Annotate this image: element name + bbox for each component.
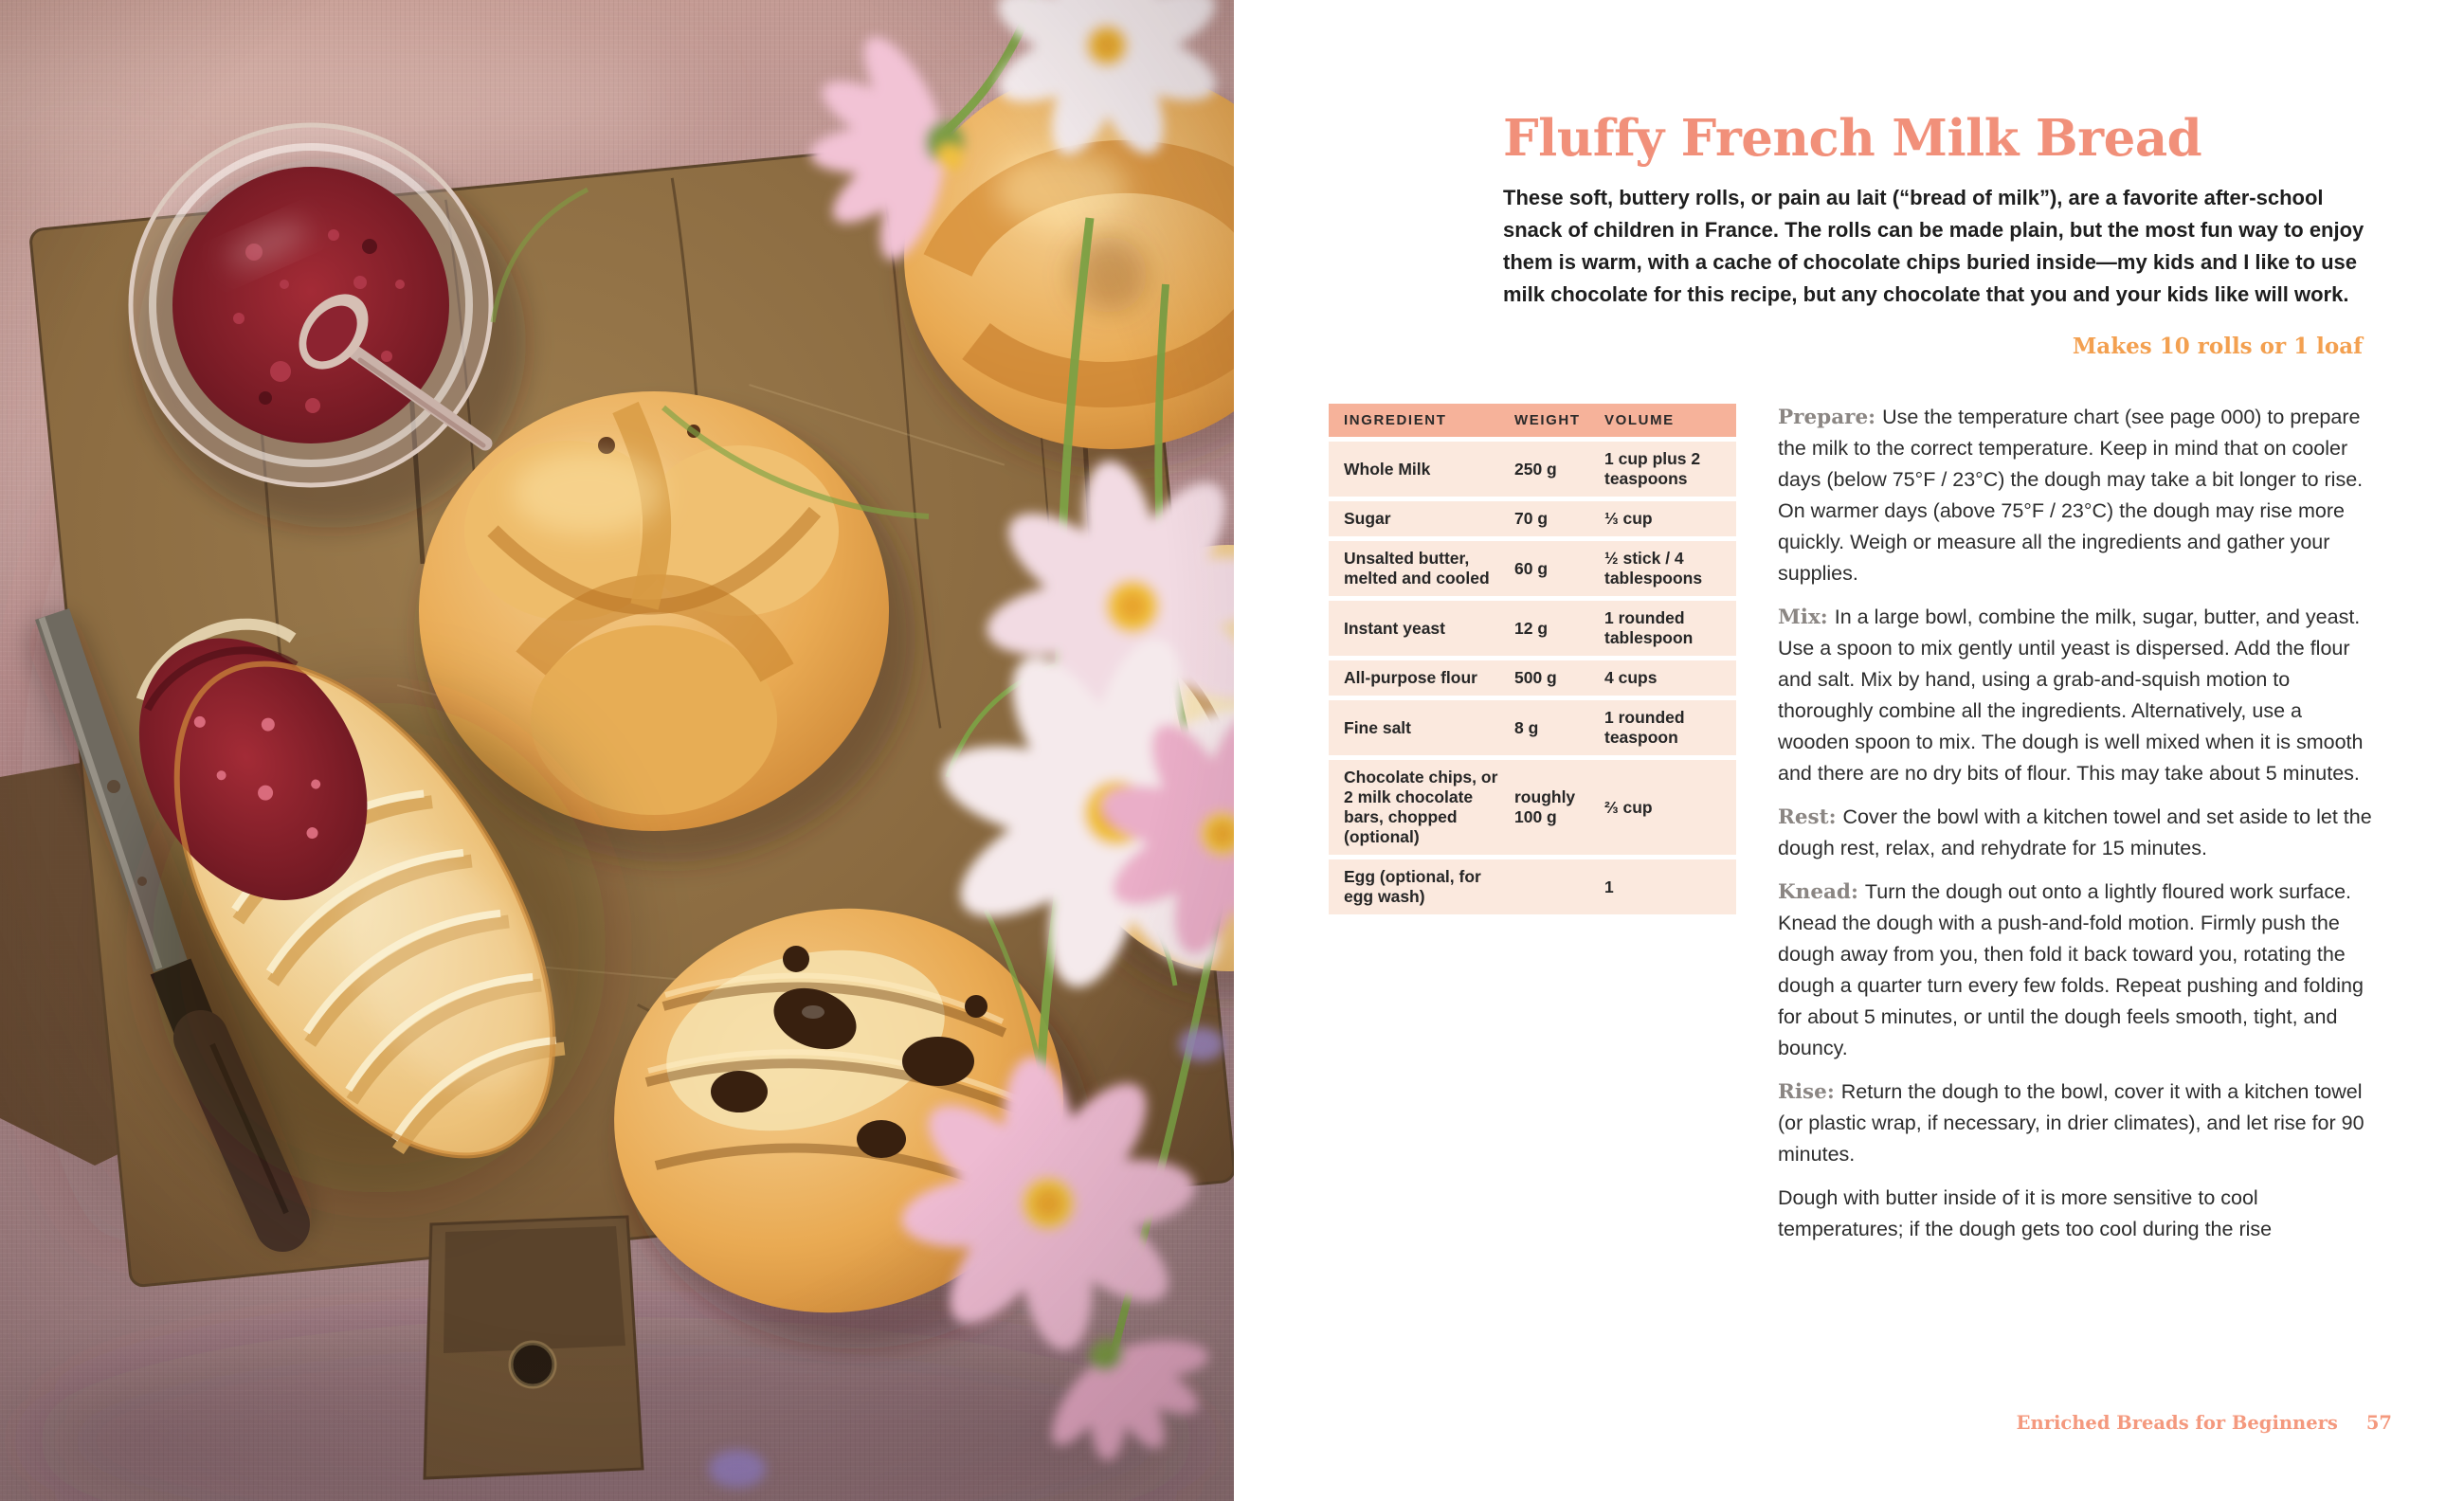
step-label: Prepare: [1778, 406, 1876, 429]
table-row [1329, 660, 1736, 696]
step-label: Knead: [1778, 880, 1858, 904]
step-paragraph [1778, 802, 2373, 864]
cell-volume: 1 [1604, 877, 1614, 896]
cell-volume: 1 cup plus 2 teaspoons [1604, 449, 1701, 488]
step-paragraph [1778, 402, 2373, 589]
cell-ingredient: Sugar [1344, 509, 1391, 528]
cell-weight: 70 g [1514, 509, 1549, 528]
step-label: Rise: [1778, 1080, 1835, 1104]
cell-volume: ½ stick / 4 tablespoons [1604, 549, 1703, 588]
step-text: Return the dough to the bowl, cover it with a kitchen towel (or plastic wrap, if necessary, in drier climates), and let rise for 90 minutes. [1778, 1080, 2364, 1166]
method-steps [1778, 402, 2373, 1257]
step-text: Dough with butter inside of it is more sensitive to cool temperatures; if the dough gets too cool during the rise [1778, 1186, 2273, 1240]
header-ingredient: INGREDIENT [1344, 412, 1447, 428]
table-row [1329, 859, 1736, 914]
running-footer [1895, 1412, 2392, 1434]
table-row [1329, 442, 1736, 497]
cell-weight: 8 g [1514, 717, 1539, 737]
cell-weight: 60 g [1514, 558, 1549, 578]
cell-ingredient: Instant yeast [1344, 618, 1445, 638]
step-text: Use the temperature chart (see page 000) to prepare the milk to the correct temperature. Keep in mind that on cooler days (below 75°F / 23°C) the dough may take a bit longer to rise. On warmer days (above 75°F / 23°C) the dough may rise more quickly. Weigh or measure all the ingredients and gather your supplies. [1778, 406, 2364, 585]
cell-ingredient: Unsalted butter, melted and cooled [1344, 549, 1490, 588]
ingredient-table-header [1329, 404, 1736, 437]
cell-weight: roughly 100 g [1514, 787, 1576, 826]
step-label: Rest: [1778, 805, 1837, 829]
cell-volume: 1 rounded teaspoon [1604, 708, 1685, 747]
recipe-headnote: These soft, buttery rolls, or pain au lait (“bread of milk”), are a favorite after-school snack of children in France. The rolls can be made plain, but the most fun way to enjoy them is warm, with a cache of chocolate chips buried inside—my kids and I like to use milk chocolate for this recipe, but any chocolate that you and your kids like will work. [1503, 186, 2364, 306]
cell-weight: 12 g [1514, 618, 1549, 638]
cell-weight: 500 g [1514, 668, 1557, 687]
table-row [1329, 700, 1736, 755]
cell-weight: 250 g [1514, 459, 1557, 479]
footer-section-title: Enriched Breads for Beginners [2016, 1412, 2338, 1434]
step-text: Cover the bowl with a kitchen towel and set aside to let the dough rest, relax, and rehydrate for 15 minutes. [1778, 805, 2372, 859]
step-paragraph [1778, 602, 2373, 789]
cell-ingredient: Egg (optional, for egg wash) [1344, 867, 1481, 906]
step-label: Mix: [1778, 606, 1828, 629]
cell-ingredient: Chocolate chips, or 2 milk chocolate bars, chopped (optional) [1344, 768, 1498, 846]
cell-ingredient: Fine salt [1344, 717, 1411, 737]
step-paragraph [1778, 877, 2373, 1064]
ingredient-table [1329, 404, 1736, 914]
cell-ingredient: Whole Milk [1344, 459, 1431, 479]
cell-volume: ⅔ cup [1604, 797, 1653, 817]
cell-volume: 4 cups [1604, 668, 1658, 687]
cell-volume: 1 rounded tablespoon [1604, 608, 1694, 647]
cell-volume: ⅓ cup [1604, 509, 1653, 528]
table-row [1329, 541, 1736, 596]
header-volume: VOLUME [1604, 412, 1675, 428]
table-row [1329, 760, 1736, 855]
step-text: In a large bowl, combine the milk, sugar, butter, and yeast. Use a spoon to mix gently until yeast is dispersed. Add the flour and salt. Mix by hand, using a grab-and-squish motion to thoroughly combine all the ingredients. Alternatively, use a wooden spoon to mix. The dough is well mixed when it is smooth and there are no dry bits of flour. This may take about 5 minutes. [1778, 606, 2364, 785]
page-number: 57 [2365, 1412, 2392, 1434]
yield-line: Makes 10 rolls or 1 loaf [2072, 334, 2363, 359]
table-row [1329, 501, 1736, 536]
step-text: Turn the dough out onto a lightly floured work surface. Knead the dough with a push-and-fold motion. Firmly push the dough away from you, then fold it back toward you, rotating the dough a quarter turn every few folds. Repeat pushing and folding for about 5 minutes, or until the dough feels smooth, tight, and bouncy. [1778, 880, 2364, 1059]
table-row [1329, 601, 1736, 656]
step-paragraph [1778, 1183, 2373, 1245]
header-weight: WEIGHT [1514, 412, 1581, 428]
cell-ingredient: All-purpose flour [1344, 668, 1477, 687]
step-paragraph [1778, 1076, 2373, 1170]
recipe-title: Fluffy French Milk Bread [1503, 109, 2202, 168]
